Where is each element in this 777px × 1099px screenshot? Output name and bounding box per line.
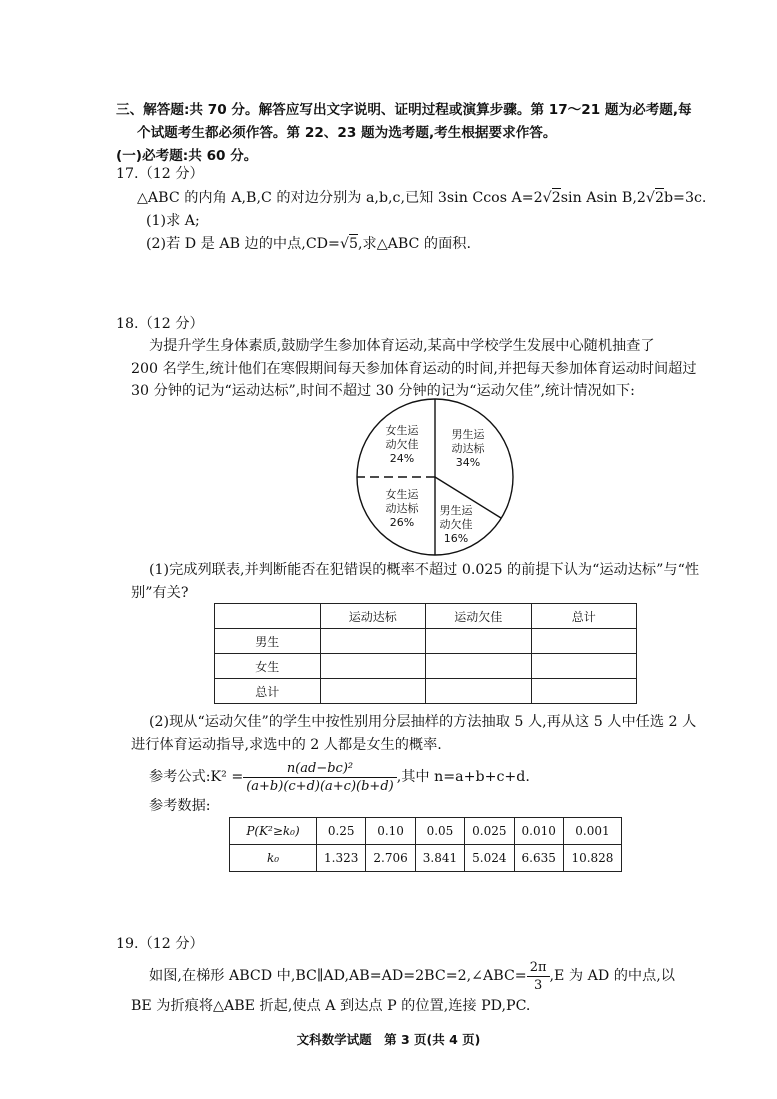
table-header-row: [215, 604, 637, 629]
q17-part2: [146, 234, 471, 254]
q19-line1: [149, 958, 675, 994]
q18-part2-line1: (2)现从“运动欠佳”的学生中按性别用分层抽样的方法抽取 5 人,再从这 5 人中任选 2 人: [149, 714, 697, 730]
q17-stem-sqrt2: 2: [654, 190, 664, 206]
ref-cell: 0.05: [415, 818, 464, 845]
table-header-cell: [215, 604, 321, 629]
q18-part2-line2: 进行体育运动指导,求选中的 2 人都是女生的概率.: [131, 737, 442, 753]
formula-numerator: n(ad−bc)²: [243, 760, 397, 778]
q19-heading: 19.（12 分）: [116, 936, 204, 952]
formula-fraction: [243, 760, 397, 795]
ref-row-head: P(K²≥k₀): [230, 818, 317, 845]
section-heading-line3: (一)必考题:共 60 分。: [116, 148, 258, 164]
q18-para-line2: 200 名学生,统计他们在寒假期间每天参加体育运动的时间,并把每天参加体育运动时间超过: [131, 361, 697, 377]
table-cell: [320, 629, 426, 654]
pie-label-text: 女生运: [385, 488, 419, 501]
reference-data-table: [229, 817, 622, 872]
q19-line1-b: ,E 为 AD 的中点,以: [549, 968, 675, 984]
pie-label-pct: 24%: [389, 452, 415, 465]
table-cell: [426, 629, 532, 654]
pie-label-text: 动欠佳: [439, 518, 473, 531]
table-cell: [531, 679, 637, 704]
q17-part1: (1)求 A;: [146, 213, 200, 229]
q19-line2: BE 为折痕将△ABE 折起,使点 A 到达点 P 的位置,连接 PD,PC.: [131, 998, 531, 1014]
reference-data-label: 参考数据:: [149, 798, 211, 814]
q17-part2-sqrt: 5: [348, 236, 359, 252]
table-row-head: 女生: [215, 654, 321, 679]
sqrt-symbol: √: [542, 190, 552, 206]
q17-stem-b: sin Asin B,2: [560, 190, 646, 206]
ref-cell: 2.706: [366, 845, 415, 872]
pie-label-pct: 16%: [443, 532, 469, 545]
formula-tail: ,其中 n=a+b+c+d.: [396, 769, 530, 785]
formula-denominator: (a+b)(c+d)(a+c)(b+d): [246, 778, 394, 794]
ref-cell: 6.635: [514, 845, 563, 872]
ref-row-head: k₀: [230, 845, 317, 872]
pie-label-male-poor: [432, 504, 480, 546]
angle-fraction-num: 2π: [527, 959, 550, 977]
ref-cell: 10.828: [563, 845, 621, 872]
q17-stem-sqrt1: 2: [551, 190, 561, 206]
q18-para-line3: 30 分钟的记为“运动达标”,时间不超过 30 分钟的记为“运动欠佳”,统计情况如下:: [131, 383, 635, 399]
q18-heading: 18.（12 分）: [116, 316, 204, 332]
pie-label-female-pass: [378, 488, 426, 530]
q17-stem: [137, 188, 706, 208]
table-row: [215, 654, 637, 679]
q18-part1-line2: 别”有关?: [131, 585, 189, 601]
section-heading-line1: 三、解答题:共 70 分。解答应写出文字说明、证明过程或演算步骤。第 17～21 题为必考题,每: [116, 102, 692, 118]
angle-fraction: [527, 959, 550, 994]
table-row: [230, 845, 622, 872]
pie-label-text: 男生运: [451, 428, 485, 441]
pie-label-text: 男生运: [439, 504, 473, 517]
ref-cell: 3.841: [415, 845, 464, 872]
pie-label-text: 女生运: [385, 424, 419, 437]
table-row-head: 男生: [215, 629, 321, 654]
pie-label-text: 动达标: [385, 502, 419, 515]
table-cell: [531, 629, 637, 654]
pie-label-male-pass: [444, 428, 492, 470]
pie-label-text: 动达标: [451, 442, 485, 455]
table-cell: [531, 654, 637, 679]
ref-cell: 0.010: [514, 818, 563, 845]
q17-heading: 17.（12 分）: [116, 166, 204, 182]
angle-fraction-den: 3: [533, 977, 543, 993]
ref-cell: 0.025: [465, 818, 514, 845]
table-header-cell: 运动达标: [320, 604, 426, 629]
q18-part1-line1: (1)完成列联表,并判断能否在犯错误的概率不超过 0.025 的前提下认为“运动达标”与“性: [149, 562, 700, 578]
q19-line1-a: 如图,在梯形 ABCD 中,BC∥AD,AB=AD=2BC=2,∠ABC=: [149, 968, 527, 984]
pie-chart: [354, 396, 516, 558]
pie-label-pct: 34%: [455, 456, 481, 469]
ref-cell: 0.10: [366, 818, 415, 845]
table-header-cell: 总计: [531, 604, 637, 629]
ref-cell: 1.323: [317, 845, 366, 872]
formula-label: 参考公式:K² =: [149, 769, 244, 785]
pie-label-text: 动欠佳: [385, 438, 419, 451]
q17-stem-a: △ABC 的内角 A,B,C 的对边分别为 a,b,c,已知 3sin Ccos A=2: [137, 190, 543, 206]
table-cell: [426, 654, 532, 679]
table-cell: [320, 679, 426, 704]
contingency-table: [214, 603, 637, 704]
sqrt-symbol: √: [339, 236, 349, 252]
table-header-cell: 运动欠佳: [426, 604, 532, 629]
table-cell: [426, 679, 532, 704]
q18-para-line1: 为提升学生身体素质,鼓励学生参加体育运动,某高中学校学生发展中心随机抽查了: [149, 338, 655, 354]
table-row: [215, 629, 637, 654]
ref-cell: 0.001: [563, 818, 621, 845]
sqrt-symbol: √: [645, 190, 655, 206]
pie-label-female-poor: [378, 424, 426, 466]
table-row: [230, 818, 622, 845]
ref-cell: 0.25: [317, 818, 366, 845]
table-row-head: 总计: [215, 679, 321, 704]
page-footer: 文科数学试题 第 3 页(共 4 页): [296, 1032, 481, 1047]
q17-part2-b: ,求△ABC 的面积.: [358, 236, 471, 252]
section-heading-line2: 个试题考生都必须作答。第 22、23 题为选考题,考生根据要求作答。: [137, 125, 557, 141]
table-row: [215, 679, 637, 704]
pie-label-pct: 26%: [389, 516, 415, 529]
q17-part2-a: (2)若 D 是 AB 边的中点,CD=: [146, 236, 340, 252]
table-cell: [320, 654, 426, 679]
reference-formula: [149, 760, 530, 794]
q17-stem-c: b=3c.: [663, 190, 707, 206]
ref-cell: 5.024: [465, 845, 514, 872]
